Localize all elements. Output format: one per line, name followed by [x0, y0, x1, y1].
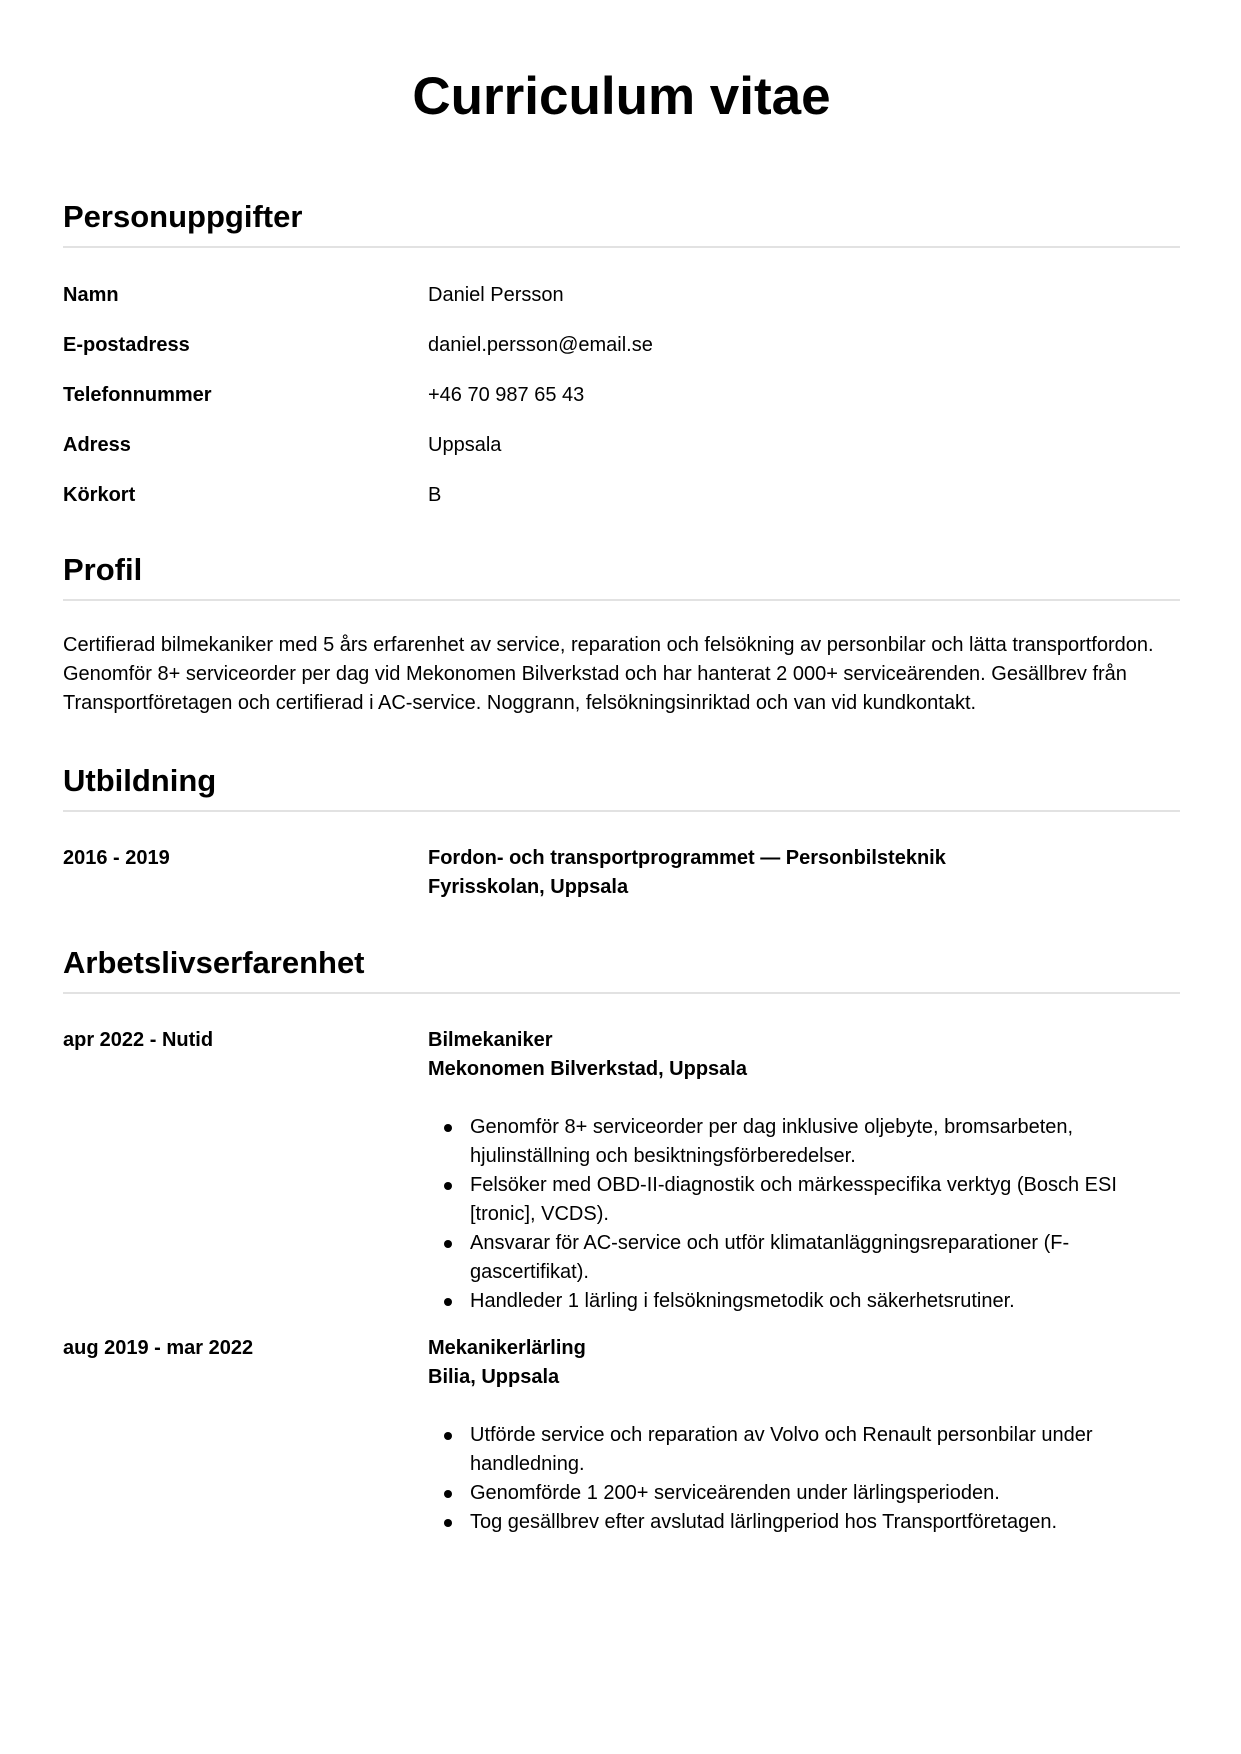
education-body	[428, 844, 1180, 902]
job-bullet	[428, 1229, 1180, 1287]
education-date: 2016 - 2019	[63, 847, 170, 869]
job-bullet-text: Genomförde 1 200+ serviceärenden under lärlingsperioden.	[470, 1482, 1000, 1504]
email-value: daniel.persson@email.se	[428, 334, 653, 356]
personal-heading: Personuppgifter	[63, 198, 1180, 248]
license-value: B	[428, 484, 442, 506]
experience-section	[63, 944, 1180, 1537]
bullet-icon	[444, 1124, 452, 1132]
education-section	[63, 762, 1180, 902]
bullet-icon	[444, 1182, 452, 1190]
profile-heading: Profil	[63, 551, 1180, 601]
education-title: Fordon- och transportprogrammet — Personbilsteknik	[428, 847, 946, 869]
job-bullet-text: Ansvarar för AC-service och utför klimatanläggningsreparationer (F-gascertifikat).	[470, 1232, 1070, 1283]
experience-body	[428, 1026, 1180, 1316]
phone-value: +46 70 987 65 43	[428, 384, 585, 406]
job-title: Mekanikerlärling	[428, 1337, 586, 1359]
job-title: Bilmekaniker	[428, 1029, 553, 1051]
job-bullet	[428, 1171, 1180, 1229]
personal-row-license	[63, 481, 1180, 531]
experience-heading: Arbetslivserfarenhet	[63, 944, 1180, 994]
bullet-icon	[444, 1432, 452, 1440]
name-value: Daniel Persson	[428, 284, 564, 306]
education-entry	[63, 844, 1180, 902]
job-bullet	[428, 1479, 1180, 1508]
personal-row-email	[63, 331, 1180, 381]
address-value: Uppsala	[428, 434, 502, 456]
job-bullet	[428, 1113, 1180, 1171]
job-bullet-list	[428, 1113, 1180, 1316]
personal-section	[63, 198, 1180, 531]
job-employer: Bilia, Uppsala	[428, 1366, 560, 1388]
job-bullet	[428, 1287, 1180, 1316]
experience-entry	[63, 1026, 1180, 1316]
license-label: Körkort	[63, 484, 136, 506]
job-bullet	[428, 1421, 1180, 1479]
job-bullet-text: Utförde service och reparation av Volvo och Renault personbilar under handledning.	[470, 1424, 1093, 1475]
profile-text: Certifierad bilmekaniker med 5 års erfarenhet av service, reparation och felsökning av personbilar och lätta transportfordon. Genomför 8+ serviceorder per dag vid Mekonomen Bilverkstad och har hanterat 2 000+ serviceärenden. Gesällbrev från Transportföretagen och certifierad i AC-service. Noggrann, felsökningsinriktad och van vid kundkontakt.	[63, 634, 1154, 714]
profile-section	[63, 551, 1180, 718]
email-label: E-postadress	[63, 334, 190, 356]
bullet-icon	[444, 1298, 452, 1306]
personal-row-address	[63, 431, 1180, 481]
document-title: Curriculum vitae	[412, 67, 831, 126]
experience-entry	[63, 1334, 1180, 1537]
bullet-icon	[444, 1519, 452, 1527]
bullet-icon	[444, 1490, 452, 1498]
job-employer: Mekonomen Bilverkstad, Uppsala	[428, 1058, 747, 1080]
job-bullet-list	[428, 1421, 1180, 1537]
name-label: Namn	[63, 284, 119, 306]
job-bullet-text: Tog gesällbrev efter avslutad lärlingperiod hos Transportföretagen.	[470, 1511, 1058, 1533]
job-bullet-text: Handleder 1 lärling i felsökningsmetodik och säkerhetsrutiner.	[470, 1290, 1015, 1312]
education-heading: Utbildning	[63, 762, 1180, 812]
personal-row-name	[63, 281, 1180, 331]
job-bullet	[428, 1508, 1180, 1537]
address-label: Adress	[63, 434, 131, 456]
personal-row-phone	[63, 381, 1180, 431]
bullet-icon	[444, 1240, 452, 1248]
education-school: Fyrisskolan, Uppsala	[428, 876, 629, 898]
job-bullet-text: Genomför 8+ serviceorder per dag inklusive oljebyte, bromsarbeten, hjulinställning och besiktningsförberedelser.	[470, 1116, 1074, 1167]
experience-date: aug 2019 - mar 2022	[63, 1337, 254, 1359]
job-bullet-text: Felsöker med OBD-II-diagnostik och märkesspecifika verktyg (Bosch ESI [tronic], VCDS).	[470, 1174, 1117, 1225]
experience-date: apr 2022 - Nutid	[63, 1029, 214, 1051]
experience-body	[428, 1334, 1180, 1537]
phone-label: Telefonnummer	[63, 384, 212, 406]
